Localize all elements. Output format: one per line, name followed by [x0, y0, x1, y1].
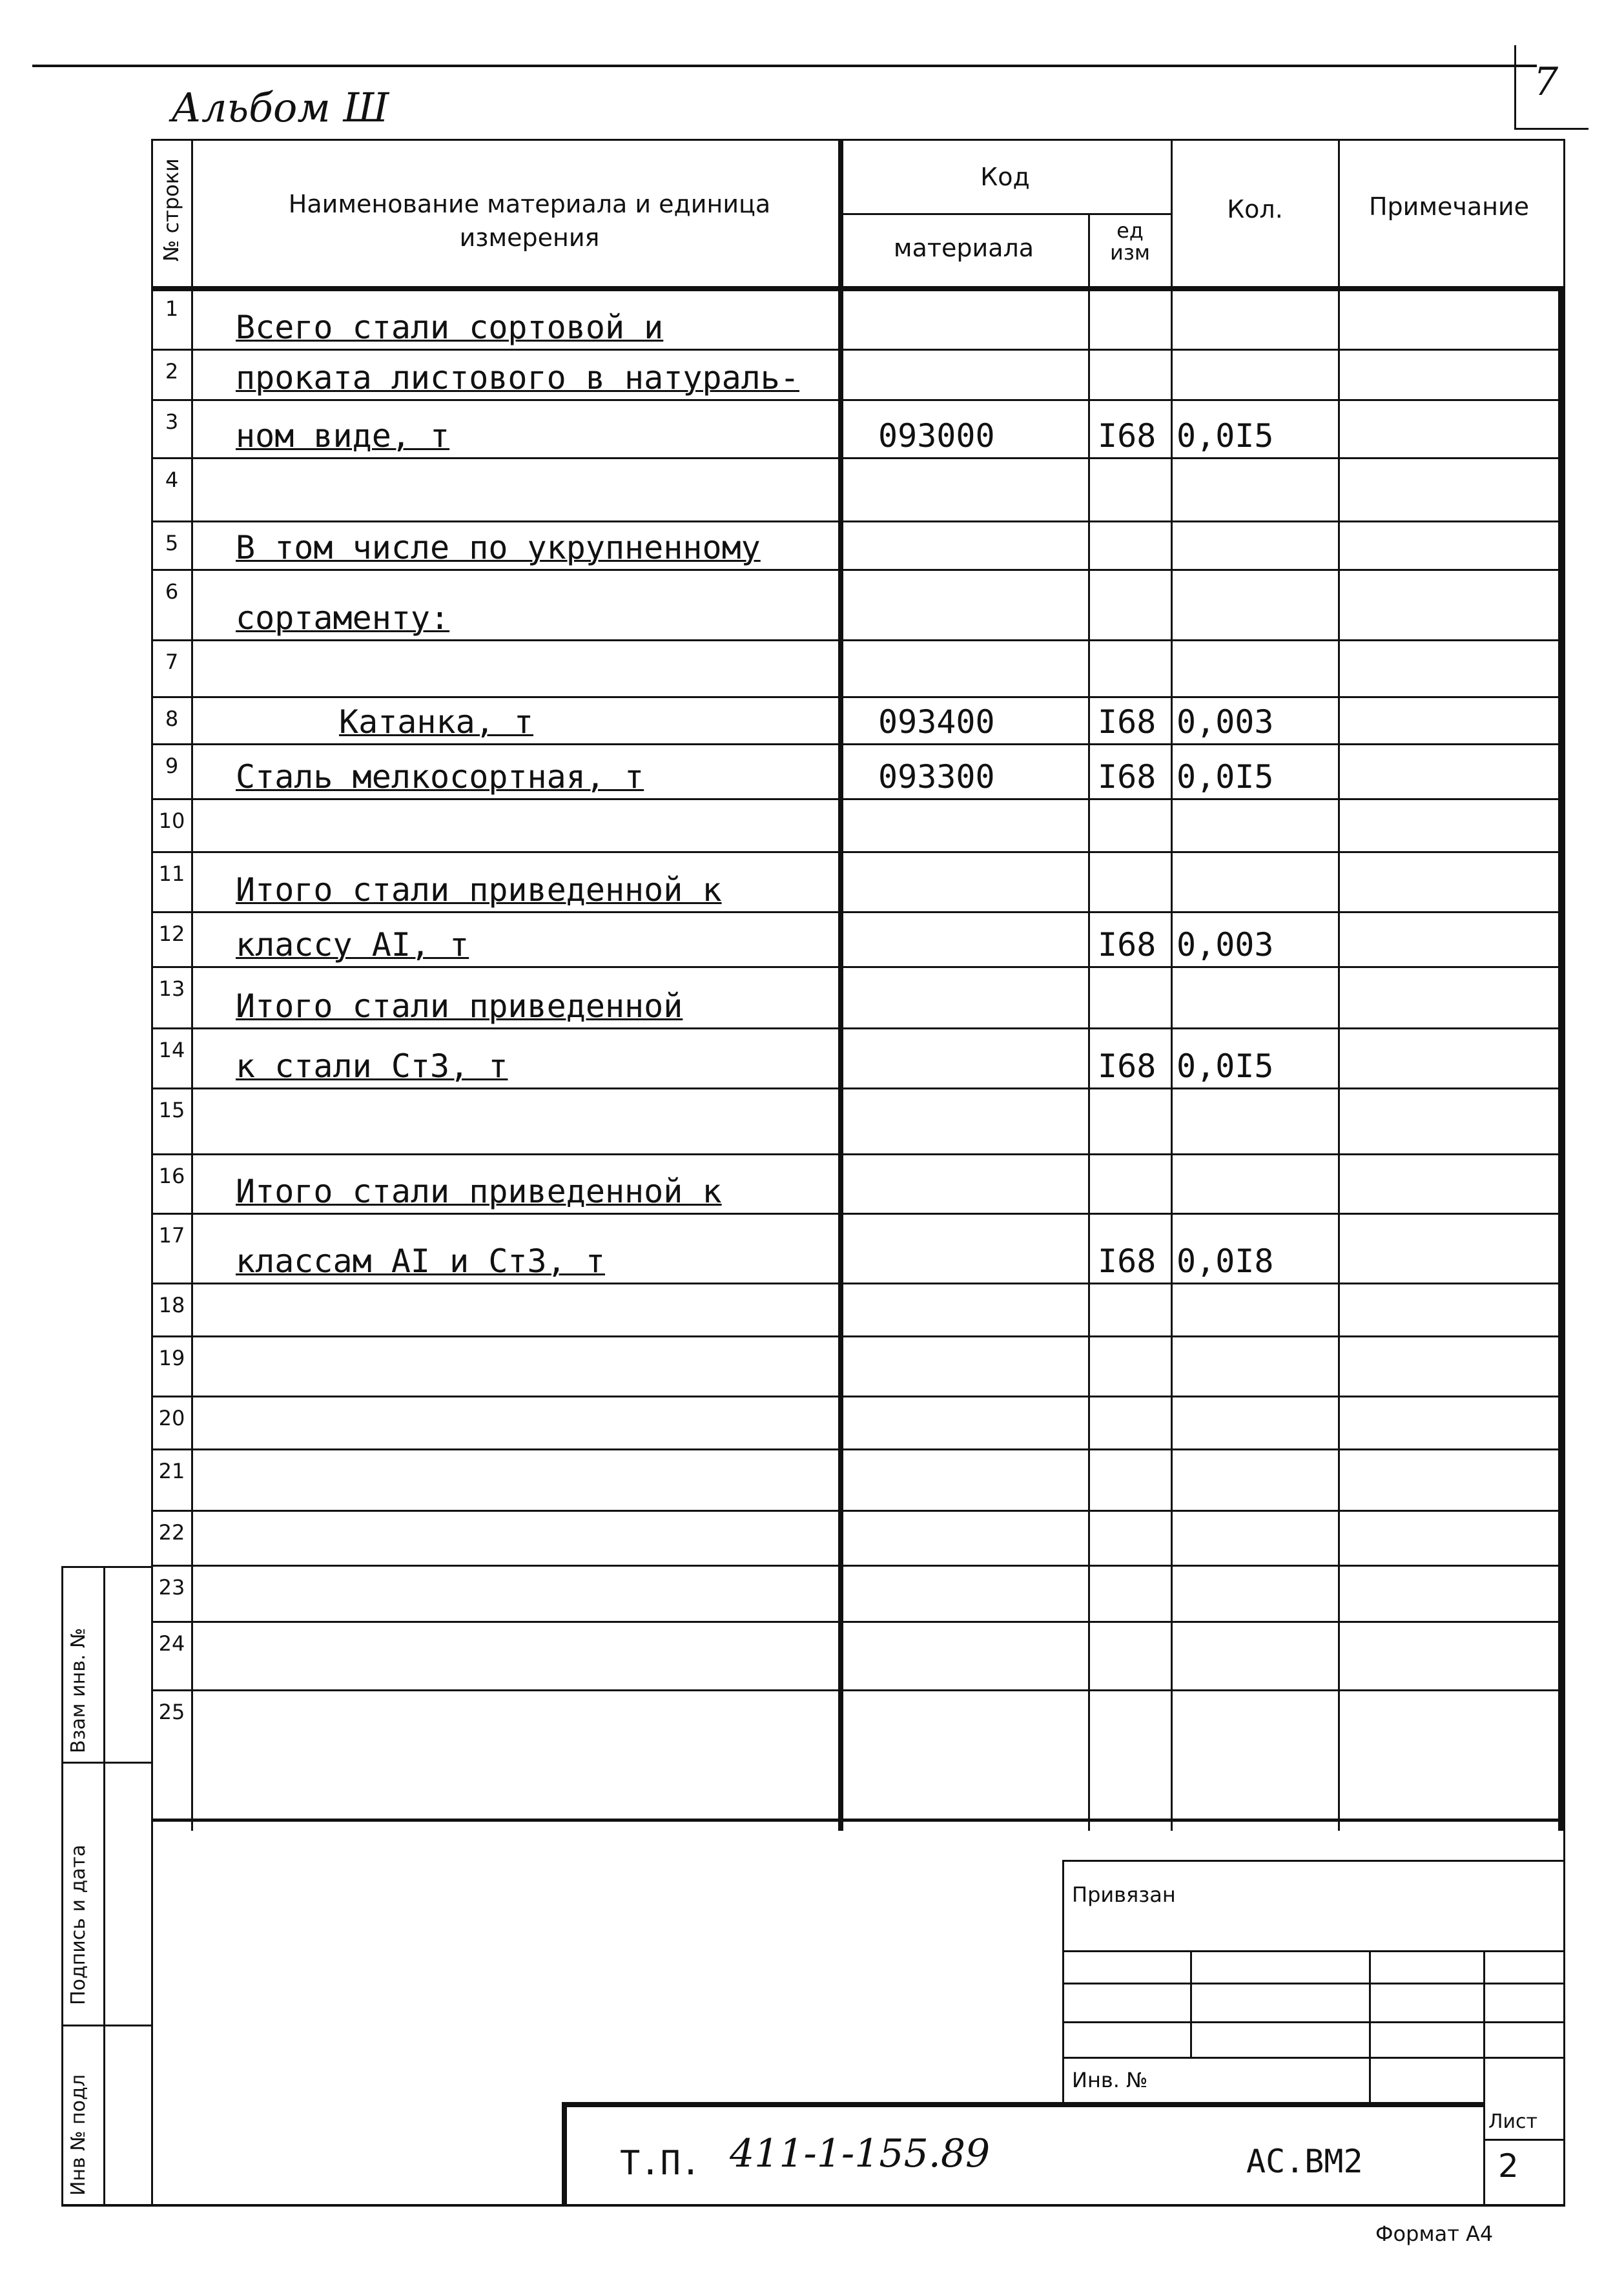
row-quantity: 0,0I8	[1177, 1242, 1274, 1280]
format-label: Формат А4	[1375, 2221, 1494, 2246]
row-name: Итого стали приведенной к	[236, 1173, 722, 1210]
row-separator	[151, 1213, 1565, 1215]
sheet-number: 2	[1498, 2147, 1519, 2185]
row-number: 17	[158, 1223, 185, 1248]
row-separator	[151, 1621, 1565, 1623]
row-separator	[151, 639, 1565, 641]
row-code: 093300	[878, 758, 995, 796]
row-number: 25	[158, 1700, 185, 1724]
col-sep-unit	[1088, 213, 1090, 1831]
row-separator	[151, 911, 1565, 913]
stamp-grid-h2	[1062, 1983, 1563, 1984]
stamp-privyazan: Привязан	[1072, 1882, 1176, 1907]
stamp-inv-no: Инв. №	[1072, 2068, 1148, 2092]
frame-bottom	[61, 2204, 1565, 2207]
row-separator	[151, 399, 1565, 401]
top-rule	[32, 65, 1537, 67]
row-separator	[151, 349, 1565, 351]
col-sep-note	[1338, 139, 1340, 1831]
row-number: 23	[158, 1575, 185, 1600]
side-stamp-top	[61, 1566, 153, 1568]
row-separator	[151, 520, 1565, 522]
row-separator	[151, 966, 1565, 968]
row-number: 3	[165, 409, 179, 434]
row-name: Итого стали приведенной к	[236, 871, 722, 909]
row-unit: I68	[1098, 926, 1156, 964]
row-quantity: 0,0I5	[1177, 758, 1274, 796]
header-row-no: № строки	[159, 158, 183, 262]
row-name: Катанка, т	[339, 703, 534, 741]
stamp-grid-v3	[1483, 1950, 1485, 2102]
side-label-vzam-inv: Взам инв. №	[67, 1627, 90, 1753]
row-number: 19	[158, 1346, 185, 1370]
row-separator	[151, 743, 1565, 745]
table-top-border	[151, 139, 1565, 141]
row-number: 24	[158, 1631, 185, 1656]
table-right-border	[1563, 139, 1565, 1831]
header-code-unit: ед изм	[1110, 218, 1150, 265]
row-separator	[151, 1448, 1565, 1450]
corner-box-left	[1514, 45, 1516, 129]
stamp-upper-top	[1062, 1860, 1563, 1862]
row-quantity: 0,0I5	[1177, 1047, 1274, 1085]
row-number: 13	[158, 976, 185, 1001]
side-stamp-sep-2	[61, 2025, 153, 2026]
page-corner-number: 7	[1534, 59, 1559, 105]
row-name: к стали Ст3, т	[236, 1047, 508, 1085]
header-note: Примечание	[1368, 192, 1530, 221]
row-number: 16	[158, 1164, 185, 1188]
row-separator	[151, 1153, 1565, 1155]
row-number: 2	[165, 359, 179, 384]
row-unit: I68	[1098, 417, 1156, 455]
row-name: классу AI, т	[236, 926, 469, 964]
side-label-inv-podl: Инв № подл	[67, 2074, 90, 2196]
stamp-grid-h1	[1062, 1950, 1563, 1952]
frame-right	[1563, 1831, 1565, 2205]
row-separator	[151, 798, 1565, 800]
row-separator	[151, 1027, 1565, 1029]
row-name: В том числе по укрупненному	[236, 529, 761, 566]
sheet-box-divider	[1483, 2139, 1563, 2141]
header-quantity: Кол.	[1227, 195, 1283, 223]
row-name: ном виде, т	[236, 417, 450, 455]
row-separator	[151, 1087, 1565, 1089]
col-sep-rownum	[191, 139, 193, 1831]
row-name: Всего стали сортовой и	[236, 309, 664, 346]
row-number: 18	[158, 1293, 185, 1317]
row-number: 15	[158, 1098, 185, 1122]
sheet-label: Лист	[1488, 2110, 1538, 2133]
tp-number: 411-1-155.89	[730, 2131, 991, 2176]
row-number: 7	[165, 650, 179, 674]
table-bottom-line	[151, 1820, 1565, 1822]
row-number: 5	[165, 531, 179, 555]
title-block-top	[562, 2102, 1485, 2107]
tp-prefix: Т.П.	[620, 2144, 701, 2183]
header-name	[258, 187, 801, 254]
stamp-grid-h3	[1062, 2021, 1563, 2023]
row-separator	[151, 1689, 1565, 1691]
row-separator	[151, 1565, 1565, 1567]
row-separator	[151, 1396, 1565, 1397]
sheet-box-left	[1483, 2102, 1485, 2205]
side-label-podpis-data: Подпись и дата	[67, 1844, 90, 2005]
row-separator	[151, 569, 1565, 571]
title-block-left	[562, 2102, 567, 2205]
row-number: 21	[158, 1459, 185, 1483]
row-quantity: 0,003	[1177, 926, 1274, 964]
row-separator	[151, 851, 1565, 853]
table-right-thick	[1558, 287, 1563, 1831]
row-separator	[151, 696, 1565, 698]
side-stamp-sep-1	[61, 1762, 153, 1764]
row-separator	[151, 457, 1565, 459]
header-code-material: материала	[893, 234, 1034, 262]
header-code: Код	[980, 163, 1030, 191]
row-number: 11	[158, 861, 185, 886]
header-bottom-line	[151, 286, 1565, 291]
row-name: проката листового в натураль-	[236, 359, 799, 397]
row-code: 093400	[878, 703, 995, 741]
row-number: 1	[165, 296, 179, 321]
row-unit: I68	[1098, 1242, 1156, 1280]
side-stamp-divider	[103, 1566, 105, 2205]
row-name: классам AI и Ст3, т	[236, 1242, 605, 1280]
row-separator	[151, 1335, 1565, 1337]
frame-left	[151, 1831, 153, 2205]
row-number: 10	[158, 809, 185, 833]
col-sep-code	[838, 139, 843, 1831]
row-separator	[151, 1510, 1565, 1512]
col-sep-qty	[1171, 139, 1173, 1831]
row-quantity: 0,003	[1177, 703, 1274, 741]
row-number: 14	[158, 1038, 185, 1062]
row-number: 6	[165, 579, 179, 604]
row-unit: I68	[1098, 758, 1156, 796]
row-number: 8	[165, 706, 179, 731]
row-number: 20	[158, 1406, 185, 1430]
stamp-grid-v1	[1190, 1950, 1192, 2057]
stamp-grid-v2	[1369, 1950, 1371, 2102]
corner-box-bottom	[1514, 128, 1588, 130]
row-code: 093000	[878, 417, 995, 455]
header-name-text: Наименование материала и единица измерения	[288, 190, 771, 252]
row-unit: I68	[1098, 1047, 1156, 1085]
row-name: Итого стали приведенной	[236, 987, 683, 1025]
row-quantity: 0,0I5	[1177, 417, 1274, 455]
row-name: сортаменту:	[236, 599, 450, 637]
code-subheader-line	[838, 213, 1171, 215]
side-stamp-left	[61, 1566, 63, 2205]
row-unit: I68	[1098, 703, 1156, 741]
row-number: 22	[158, 1520, 185, 1545]
album-label: Альбом Ш	[171, 84, 389, 131]
row-separator	[151, 1283, 1565, 1284]
stamp-grid-h4	[1062, 2057, 1563, 2059]
row-number: 9	[165, 754, 179, 778]
row-number: 4	[165, 468, 179, 492]
doc-code: АС.ВМ2	[1246, 2143, 1363, 2180]
row-number: 12	[158, 922, 185, 946]
stamp-upper-left	[1062, 1860, 1064, 2102]
row-name: Сталь мелкосортная, т	[236, 758, 644, 796]
table-left-border	[151, 139, 153, 1831]
